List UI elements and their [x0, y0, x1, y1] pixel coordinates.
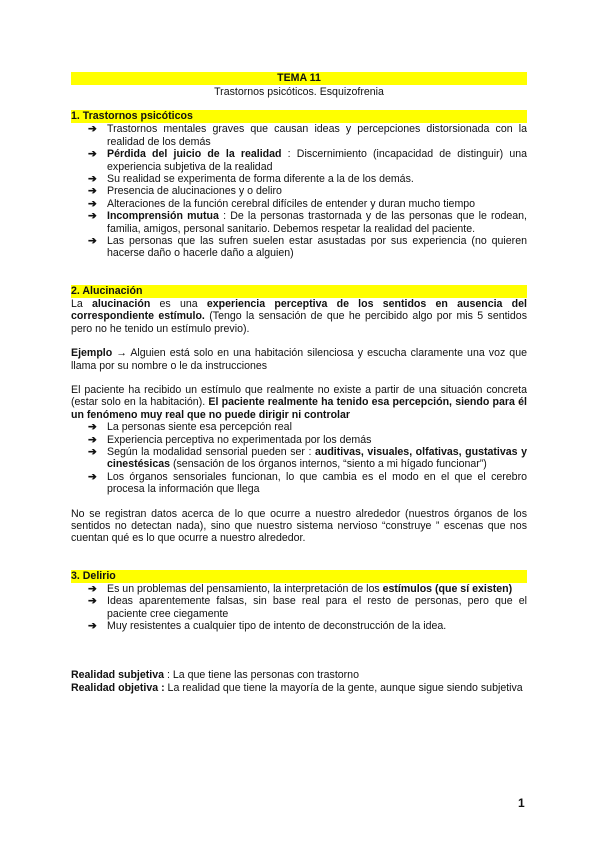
arrow-icon: ➔: [88, 197, 97, 210]
definition-realidad-subjetiva: Realidad subjetiva : La que tiene las personas con trastorno: [71, 669, 359, 682]
doc-subtitle: Trastornos psicóticos. Esquizofrenia: [214, 86, 384, 98]
list-trastornos: [71, 123, 527, 259]
list-item: ➔ Su realidad se experimenta de forma diferente a la de los demás.: [88, 173, 414, 186]
list-item: ➔ Los órganos sensoriales funcionan, lo que cambia es el modo en el que el cerebro procesa la información que llega: [88, 470, 527, 496]
arrow-icon: ➔: [88, 445, 97, 458]
list-item: ➔ Ideas aparentemente falsas, sin base real para el resto de personas, pero que el paciente cree ciegamente: [88, 595, 527, 620]
arrow-icon: ➔: [88, 185, 97, 198]
arrow-icon: ➔: [88, 421, 97, 434]
paragraph-example: Ejemplo → Alguien está solo en una habitación silenciosa y escucha claramente una voz que llama por su nombre o le da instrucciones: [71, 347, 527, 372]
section-heading-trastornos: 1. Trastornos psicóticos: [71, 110, 527, 123]
arrow-icon: ➔: [88, 582, 97, 595]
paragraph-registro: No se registran datos acerca de lo que ocurre a nuestro alrededor (nuestros órganos de los sentidos no detectan nada), sino que nuestro sistema nervioso “construye ” escenas que nos cuentan qué es lo que ocurre a nuestro alrededor.: [71, 507, 527, 545]
paragraph-patient: El paciente ha recibido un estímulo que realmente no existe a partir de una situación concreta (estar solo en la habitación). El paciente realmente ha tenido esa percepción, siendo para él un fenómeno muy real que no puede dirigir ni controlar: [71, 383, 527, 421]
list-alucinacion: [71, 421, 527, 495]
arrow-icon: ➔: [88, 173, 97, 186]
list-item: ➔ Alteraciones de la función cerebral difíciles de entender y duran mucho tiempo: [88, 197, 476, 210]
list-item: ➔ Pérdida del juicio de la realidad : Discernimiento (incapacidad de distinguir) una experiencia subjetiva de la realidad: [88, 148, 527, 173]
definition-realidad-objetiva: Realidad objetiva : La realidad que tiene la mayoría de la gente, aunque sigue siendo subjetiva: [71, 681, 523, 694]
list-item: ➔ Experiencia perceptiva no experimentada por los demás: [88, 433, 372, 446]
list-item: ➔ La personas siente esa percepción real: [88, 421, 292, 434]
list-item: ➔ Según la modalidad sensorial pueden ser : auditivas, visuales, olfativas, gustativas y cinestésicas (sensación de los órganos internos, “siento a mi hígado funcionar”): [88, 445, 527, 471]
arrow-icon: ➔: [88, 433, 97, 446]
list-item: ➔ Es un problemas del pensamiento, la interpretación de los estímulos (que sí existen): [88, 582, 513, 595]
list-delirio: [71, 583, 527, 633]
section-heading-alucinacion: 2. Alucinación: [71, 285, 527, 298]
list-item: ➔ Incomprensión mutua : De la personas trastornada y de las personas que le rodean, familia, amigos, personal sanitario. Debemos respetar la realidad del paciente.: [88, 210, 527, 235]
list-item: ➔ Las personas que las sufren suelen estar asustadas por sus experiencia (no quieren hacerse daño o hacerle daño a alguien): [88, 235, 527, 260]
arrow-icon: ➔: [88, 235, 97, 248]
arrow-icon: ➔: [88, 210, 97, 223]
page-number: 1: [518, 796, 525, 810]
document-page: [71, 72, 527, 694]
arrow-icon: ➔: [88, 148, 97, 161]
section-heading-delirio: 3. Delirio: [71, 570, 527, 583]
doc-title: TEMA 11: [71, 72, 527, 85]
list-item: ➔ Trastornos mentales graves que causan ideas y percepciones distorsionada con la realidad de los demás: [88, 123, 527, 148]
paragraph-definition: La alucinación es una experiencia perceptiva de los sentidos en ausencia del correspondiente estímulo. (Tengo la sensación de que he percibido algo por mis 5 sentidos pero no he tenido un estímulo previo).: [71, 297, 527, 335]
list-item: ➔ Presencia de alucinaciones y o deliro: [88, 185, 282, 198]
arrow-icon: ➔: [88, 123, 97, 136]
arrow-icon: ➔: [88, 470, 97, 483]
arrow-icon: ➔: [88, 595, 97, 608]
arrow-icon: ➔: [88, 620, 97, 632]
list-item: ➔ Muy resistentes a cualquier tipo de intento de deconstrucción de la idea.: [88, 620, 447, 632]
